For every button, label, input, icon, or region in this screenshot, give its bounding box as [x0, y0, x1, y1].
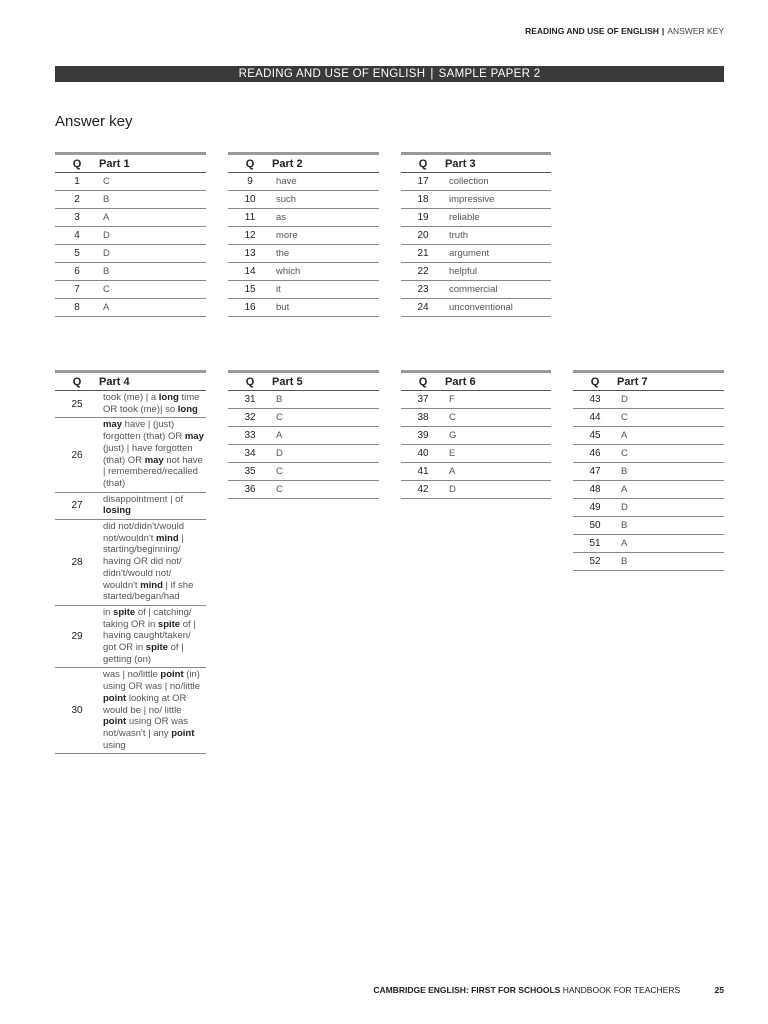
table-row — [55, 520, 206, 606]
answer-cell: C — [617, 445, 724, 463]
table-row — [228, 391, 379, 409]
question-number: 34 — [228, 445, 272, 463]
answer-text: disappointment | of — [103, 493, 184, 505]
table-row — [401, 173, 551, 191]
answer-cell: impressive — [445, 191, 551, 209]
q-column-header: Q — [228, 154, 272, 173]
question-number: 13 — [228, 245, 272, 263]
answer-cell: C — [99, 281, 206, 299]
answer-cell: C — [617, 409, 724, 427]
table-row — [573, 409, 724, 427]
answer-cell: but — [272, 299, 379, 317]
answer-cell: more — [272, 227, 379, 245]
question-number: 1 — [55, 173, 99, 191]
question-number: 20 — [401, 227, 445, 245]
answer-cell: collection — [445, 173, 551, 191]
answer-cell — [99, 391, 206, 418]
answer-cell: unconventional — [445, 299, 551, 317]
answer-cell: C — [272, 409, 379, 427]
key-word: spite — [145, 642, 168, 654]
question-number: 41 — [401, 463, 445, 481]
question-number: 40 — [401, 445, 445, 463]
table-row — [401, 391, 551, 409]
table-row — [55, 191, 206, 209]
key-word: point — [103, 716, 127, 728]
table-row — [55, 668, 206, 754]
answer-cell — [99, 492, 206, 519]
table-row — [55, 281, 206, 299]
answer-cell: A — [617, 535, 724, 553]
table-row — [228, 299, 379, 317]
page-number: 25 — [714, 985, 724, 995]
question-number: 9 — [228, 173, 272, 191]
part-column-header: Part 2 — [272, 154, 379, 173]
answer-cell: A — [99, 209, 206, 227]
question-number: 3 — [55, 209, 99, 227]
question-number: 8 — [55, 299, 99, 317]
answer-table-part-5 — [228, 370, 379, 499]
answer-cell: C — [272, 463, 379, 481]
answer-cell: truth — [445, 227, 551, 245]
answer-text: not have | remembered/recalled (that) — [103, 454, 203, 489]
key-word: point — [160, 669, 184, 681]
answer-cell — [99, 605, 206, 668]
answer-cell: C — [99, 173, 206, 191]
running-head-section: READING AND USE OF ENGLISH — [525, 26, 659, 36]
table-row — [228, 227, 379, 245]
question-number: 38 — [401, 409, 445, 427]
answer-text: of | getting (on) — [103, 642, 184, 665]
table-row — [573, 481, 724, 499]
question-number: 29 — [55, 605, 99, 668]
key-word: may — [184, 431, 204, 443]
table-row — [573, 445, 724, 463]
footer-subtitle: HANDBOOK FOR TEACHERS — [562, 985, 681, 995]
answer-cell: it — [272, 281, 379, 299]
table-row — [401, 245, 551, 263]
answer-text: time OR took (me)| so — [103, 392, 200, 415]
answer-cell: B — [617, 517, 724, 535]
question-number: 5 — [55, 245, 99, 263]
table-row — [55, 391, 206, 418]
table-row — [228, 481, 379, 499]
answer-cell: D — [445, 481, 551, 499]
answer-table-part-7 — [573, 370, 724, 571]
answer-text: of | catching/ taking OR in — [103, 606, 192, 630]
table-row — [573, 535, 724, 553]
q-column-header: Q — [401, 372, 445, 391]
answer-cell: F — [445, 391, 551, 409]
answer-cell: D — [272, 445, 379, 463]
question-number: 2 — [55, 191, 99, 209]
question-number: 50 — [573, 517, 617, 535]
answer-cell: A — [99, 299, 206, 317]
running-head — [525, 26, 724, 36]
answer-cell: the — [272, 245, 379, 263]
answer-table-part-4 — [55, 370, 206, 754]
question-number: 47 — [573, 463, 617, 481]
part-column-header: Part 6 — [445, 372, 551, 391]
key-word: mind — [156, 532, 179, 544]
answer-cell — [99, 418, 206, 492]
table-row — [55, 605, 206, 668]
running-head-sub: ANSWER KEY — [667, 26, 724, 36]
question-number: 51 — [573, 535, 617, 553]
banner-section: READING AND USE OF ENGLISH — [238, 68, 426, 80]
answer-cell: B — [617, 463, 724, 481]
answer-text: did not/didn't/would not/wouldn't — [103, 521, 185, 544]
answer-text: using OR was not/wasn't | any — [103, 716, 188, 739]
part-column-header: Part 5 — [272, 372, 379, 391]
page-title: Answer key — [55, 113, 133, 130]
question-number: 7 — [55, 281, 99, 299]
table-row — [55, 209, 206, 227]
banner-paper: SAMPLE PAPER 2 — [438, 68, 541, 80]
question-number: 23 — [401, 281, 445, 299]
question-number: 28 — [55, 520, 99, 606]
question-number: 44 — [573, 409, 617, 427]
question-number: 42 — [401, 481, 445, 499]
question-number: 6 — [55, 263, 99, 281]
key-word: may — [103, 419, 123, 431]
table-row — [228, 445, 379, 463]
answer-cell: D — [617, 391, 724, 409]
answer-cell: B — [272, 391, 379, 409]
table-row — [573, 427, 724, 445]
question-number: 17 — [401, 173, 445, 191]
question-number: 45 — [573, 427, 617, 445]
key-word: spite — [157, 618, 181, 630]
part-column-header: Part 7 — [617, 372, 724, 391]
answer-cell: E — [445, 445, 551, 463]
table-row — [573, 391, 724, 409]
answer-text: have | (just) forgotten (that) OR — [103, 419, 185, 443]
table-row — [228, 191, 379, 209]
question-number: 10 — [228, 191, 272, 209]
answer-text: of | having caught/taken/ got OR in — [103, 618, 196, 654]
answer-cell: as — [272, 209, 379, 227]
key-word: long — [158, 392, 179, 403]
q-column-header: Q — [573, 372, 617, 391]
answer-cell: B — [99, 263, 206, 281]
question-number: 35 — [228, 463, 272, 481]
answer-table-part-3 — [401, 152, 551, 317]
table-row — [573, 517, 724, 535]
table-row — [401, 263, 551, 281]
question-number: 21 — [401, 245, 445, 263]
question-number: 27 — [55, 492, 99, 519]
question-number: 12 — [228, 227, 272, 245]
table-row — [55, 263, 206, 281]
question-number: 36 — [228, 481, 272, 499]
answer-cell: C — [445, 409, 551, 427]
table-row — [228, 245, 379, 263]
question-number: 52 — [573, 553, 617, 571]
question-number: 16 — [228, 299, 272, 317]
answer-cell: D — [99, 245, 206, 263]
section-banner — [55, 66, 724, 82]
table-row — [573, 463, 724, 481]
question-number: 15 — [228, 281, 272, 299]
answer-text: was | no/little — [103, 669, 161, 681]
answer-cell — [99, 668, 206, 754]
table-row — [228, 209, 379, 227]
answer-cell: B — [617, 553, 724, 571]
table-row — [228, 463, 379, 481]
question-number: 18 — [401, 191, 445, 209]
table-row — [401, 209, 551, 227]
question-number: 19 — [401, 209, 445, 227]
table-row — [228, 173, 379, 191]
q-column-header: Q — [55, 154, 99, 173]
table-row — [401, 481, 551, 499]
table-row — [573, 499, 724, 517]
question-number: 39 — [401, 427, 445, 445]
running-head-separator: | — [661, 26, 665, 36]
answer-cell: helpful — [445, 263, 551, 281]
table-row — [228, 427, 379, 445]
answer-text: | if she started/began/had — [103, 579, 194, 603]
question-number: 14 — [228, 263, 272, 281]
banner-separator: | — [430, 68, 434, 80]
table-row — [55, 492, 206, 519]
question-number: 32 — [228, 409, 272, 427]
table-row — [573, 553, 724, 571]
table-row — [401, 191, 551, 209]
answer-text: in — [103, 606, 114, 618]
answer-cell: D — [617, 499, 724, 517]
footer-brand: CAMBRIDGE ENGLISH: FIRST FOR SCHOOLS — [373, 985, 561, 995]
footer — [373, 985, 724, 995]
answer-cell: C — [272, 481, 379, 499]
question-number: 11 — [228, 209, 272, 227]
table-row — [401, 445, 551, 463]
table-row — [401, 463, 551, 481]
answer-cell: A — [617, 481, 724, 499]
question-number: 43 — [573, 391, 617, 409]
table-row — [55, 245, 206, 263]
question-number: 4 — [55, 227, 99, 245]
answer-text: looking at OR would be | no/ little — [103, 692, 187, 716]
key-word: spite — [113, 606, 136, 618]
question-number: 46 — [573, 445, 617, 463]
question-number: 33 — [228, 427, 272, 445]
answer-cell: D — [99, 227, 206, 245]
question-number: 24 — [401, 299, 445, 317]
part-column-header: Part 1 — [99, 154, 206, 173]
table-row — [228, 409, 379, 427]
answer-cell: A — [445, 463, 551, 481]
question-number: 37 — [401, 391, 445, 409]
table-row — [55, 173, 206, 191]
question-number: 26 — [55, 418, 99, 492]
answer-text: (just) | have forgotten (that) OR — [103, 442, 193, 466]
answer-text: (in) using OR was | no/little — [103, 669, 200, 693]
answer-text: took (me) | a — [103, 392, 159, 403]
answer-cell: reliable — [445, 209, 551, 227]
answer-cell: such — [272, 191, 379, 209]
key-word: point — [171, 727, 195, 739]
question-number: 30 — [55, 668, 99, 754]
question-number: 25 — [55, 391, 99, 418]
answer-cell: which — [272, 263, 379, 281]
answer-cell: argument — [445, 245, 551, 263]
q-column-header: Q — [55, 372, 99, 391]
key-word: losing — [103, 505, 131, 517]
table-row — [401, 281, 551, 299]
table-row — [401, 427, 551, 445]
answer-text: using — [103, 739, 126, 751]
answer-cell: commercial — [445, 281, 551, 299]
table-row — [55, 418, 206, 492]
table-row — [228, 263, 379, 281]
q-column-header: Q — [401, 154, 445, 173]
part-column-header: Part 4 — [99, 372, 206, 391]
answer-table-part-2 — [228, 152, 379, 317]
key-word: long — [177, 403, 198, 415]
answer-cell — [99, 520, 206, 606]
table-row — [401, 299, 551, 317]
q-column-header: Q — [228, 372, 272, 391]
part-column-header: Part 3 — [445, 154, 551, 173]
question-number: 31 — [228, 391, 272, 409]
answer-text: | starting/beginning/ having OR did not/ didn't/would not/ wouldn't — [103, 532, 184, 591]
question-number: 22 — [401, 263, 445, 281]
table-row — [401, 227, 551, 245]
table-row — [55, 227, 206, 245]
answer-table-part-6 — [401, 370, 551, 499]
question-number: 48 — [573, 481, 617, 499]
key-word: mind — [140, 579, 163, 591]
answer-cell: G — [445, 427, 551, 445]
key-word: point — [103, 692, 127, 704]
answer-cell: B — [99, 191, 206, 209]
answer-cell: A — [272, 427, 379, 445]
table-row — [401, 409, 551, 427]
table-row — [55, 299, 206, 317]
question-number: 49 — [573, 499, 617, 517]
key-word: may — [144, 454, 164, 466]
answer-cell: have — [272, 173, 379, 191]
answer-table-part-1 — [55, 152, 206, 317]
table-row — [228, 281, 379, 299]
answer-cell: A — [617, 427, 724, 445]
